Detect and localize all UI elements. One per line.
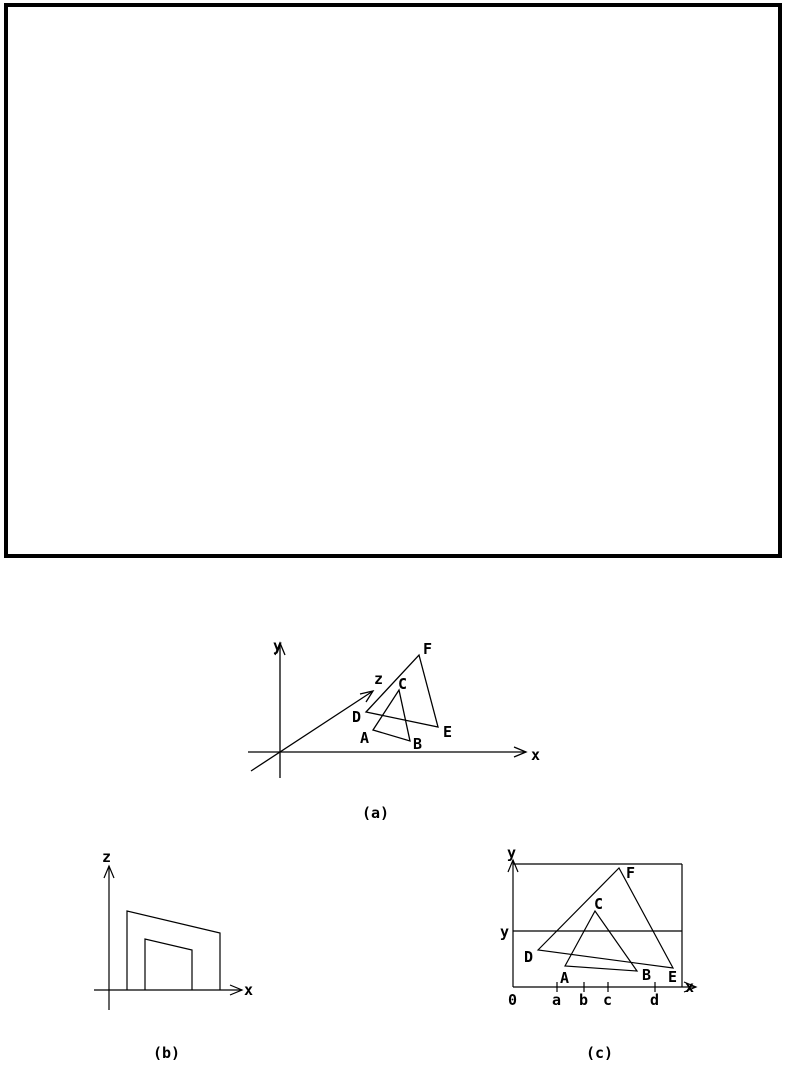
b-inner-profile bbox=[145, 939, 192, 990]
c-label-e: E bbox=[668, 968, 678, 986]
c-label-d: D bbox=[524, 948, 534, 966]
b-caption: (b) bbox=[153, 1044, 181, 1062]
c-label-y-axis: y bbox=[507, 844, 517, 862]
figure-a bbox=[248, 643, 526, 778]
a-caption: (a) bbox=[362, 804, 390, 822]
a-label-e: E bbox=[443, 723, 453, 741]
c-label-a: A bbox=[560, 969, 570, 987]
c-caption: (c) bbox=[586, 1044, 614, 1062]
a-label-b: B bbox=[413, 735, 423, 753]
a-label-c: C bbox=[398, 675, 408, 693]
a-z-axis bbox=[251, 691, 373, 771]
c-label-b-tick: b bbox=[579, 991, 589, 1009]
c-label-origin: 0 bbox=[508, 991, 518, 1009]
a-label-f: F bbox=[423, 640, 433, 658]
c-label-a-tick: a bbox=[552, 991, 562, 1009]
c-label-c-tick: c bbox=[603, 991, 613, 1009]
c-triangle-def bbox=[538, 868, 673, 968]
c-label-c: C bbox=[594, 895, 604, 913]
a-label-z: z bbox=[374, 670, 384, 688]
c-label-y-level: y bbox=[500, 923, 510, 941]
b-outer-profile bbox=[127, 911, 220, 990]
b-label-z: z bbox=[102, 848, 112, 866]
b-label-x: x bbox=[244, 981, 254, 999]
a-label-x: x bbox=[531, 746, 541, 764]
c-label-x: x bbox=[685, 978, 695, 996]
c-label-d-tick: d bbox=[650, 991, 660, 1009]
a-label-a: A bbox=[360, 729, 370, 747]
c-label-b: B bbox=[642, 966, 652, 984]
c-label-f: F bbox=[626, 864, 636, 882]
a-label-y: y bbox=[273, 637, 283, 655]
a-label-d: D bbox=[352, 708, 362, 726]
figure-b bbox=[94, 866, 242, 1010]
